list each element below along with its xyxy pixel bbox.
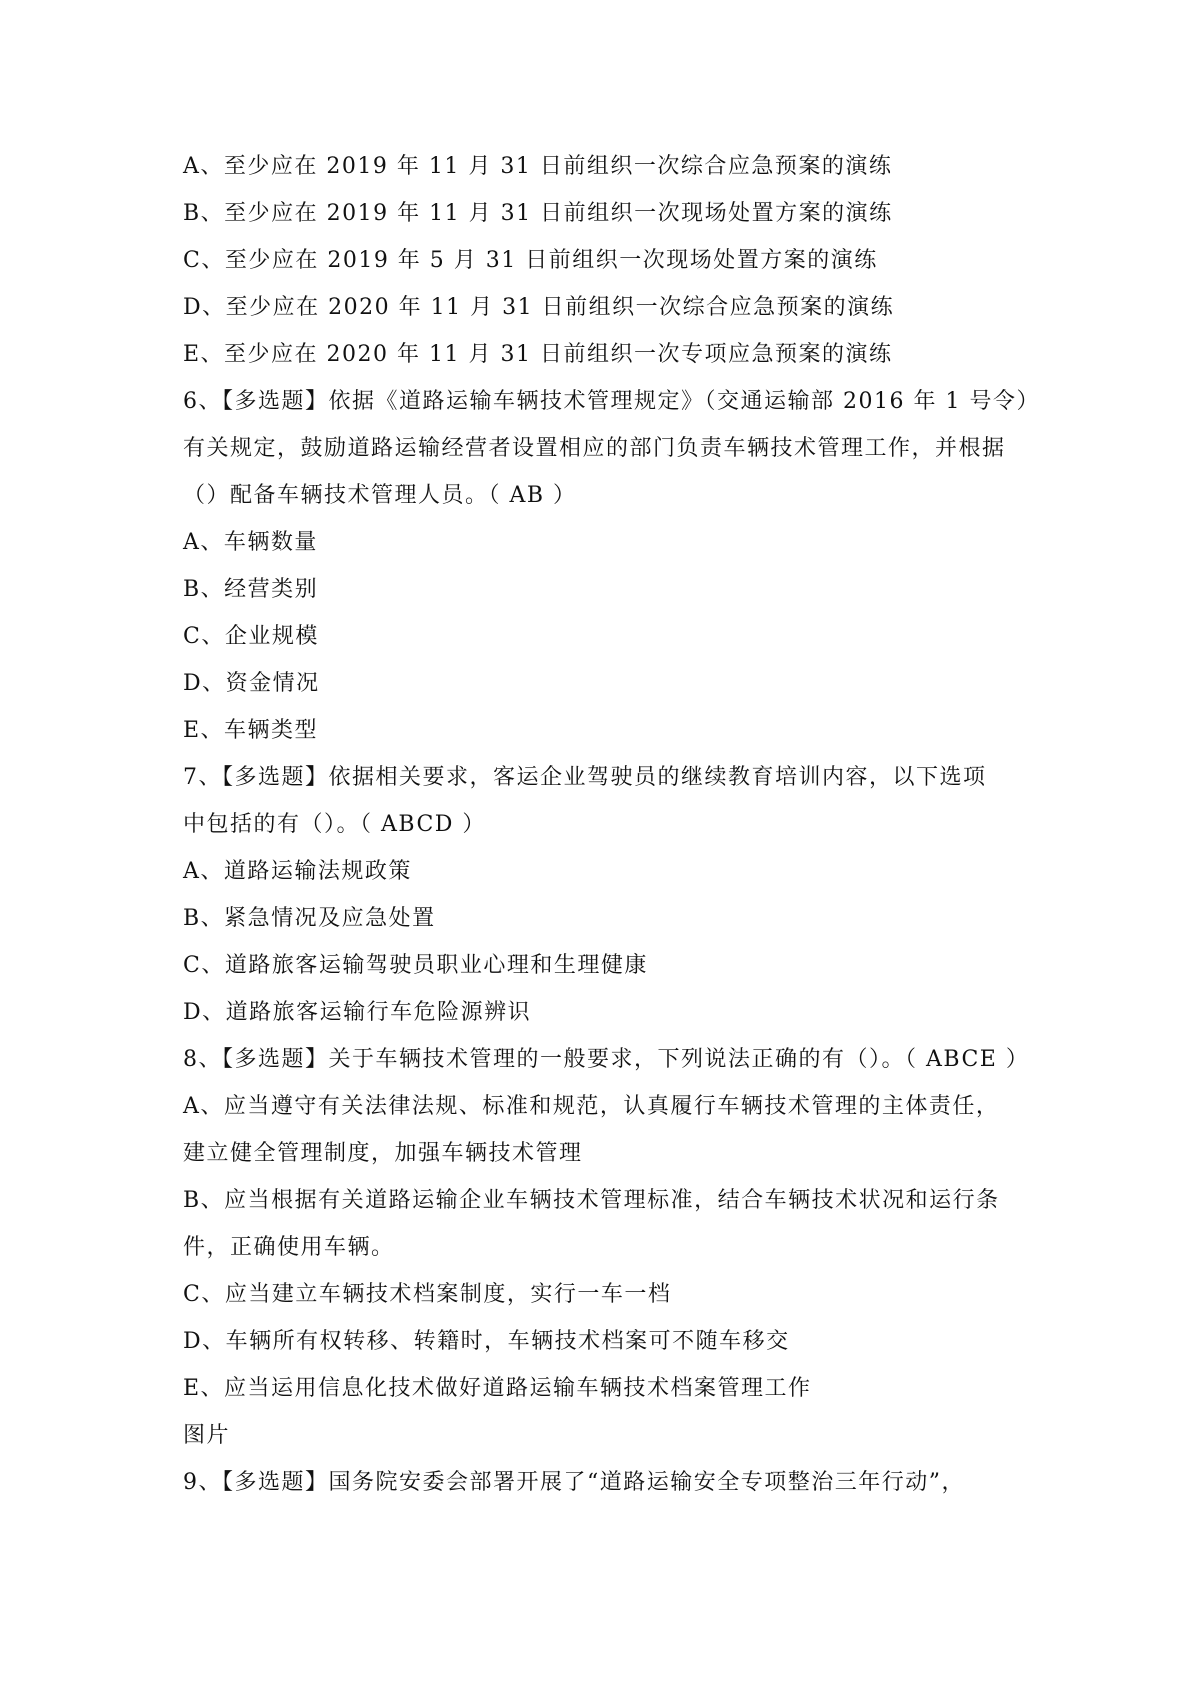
option-text: B、应当根据有关道路运输企业车辆技术管理标准，结合车辆技术状况和运行条 [183,1188,1000,1213]
question-text: 7、【多选题】依据相关要求，客运企业驾驶员的继续教育培训内容，以下选项 [183,765,987,790]
question-text: 9、【多选题】国务院安委会部署开展了“道路运输安全专项整治三年行动”， [183,1470,965,1495]
option-text: E、至少应在 2020 年 11 月 31 日前组织一次专项应急预案的演练 [183,342,893,367]
option-text: D、道路旅客运输行车危险源辨识 [183,1000,532,1025]
question-text: 8、【多选题】关于车辆技术管理的一般要求，下列说法正确的有（）。（ ABCE ） [183,1047,1030,1072]
question-text: 有关规定，鼓励道路运输经营者设置相应的部门负责车辆技术管理工作，并根据 [183,436,1006,461]
option-text: B、紧急情况及应急处置 [183,906,436,931]
option-text: E、应当运用信息化技术做好道路运输车辆技术档案管理工作 [183,1376,812,1401]
option-text: B、经营类别 [183,577,319,602]
option-text: D、至少应在 2020 年 11 月 31 日前组织一次综合应急预案的演练 [183,295,895,320]
option-text: A、道路运输法规政策 [183,859,412,884]
option-text: A、应当遵守有关法律法规、标准和规范，认真履行车辆技术管理的主体责任， [183,1094,1000,1119]
option-text: C、企业规模 [183,624,319,649]
option-text: D、资金情况 [183,671,320,696]
question-text: 6、【多选题】依据《道路运输车辆技术管理规定》（交通运输部 2016 年 1 号令） [183,389,1040,414]
option-text: 件，正确使用车辆。 [183,1235,395,1260]
question-text: 中包括的有（）。（ ABCD ） [183,812,486,837]
option-text: 建立健全管理制度，加强车辆技术管理 [183,1141,583,1166]
option-text: D、车辆所有权转移、转籍时，车辆技术档案可不随车移交 [183,1329,790,1354]
question-text: （）配备车辆技术管理人员。（ AB ） [183,483,577,508]
option-text: B、至少应在 2019 年 11 月 31 日前组织一次现场处置方案的演练 [183,201,893,226]
image-caption: 图片 [183,1423,231,1448]
option-text: C、道路旅客运输驾驶员职业心理和生理健康 [183,953,648,978]
option-text: C、应当建立车辆技术档案制度，实行一车一档 [183,1282,672,1307]
option-text: C、至少应在 2019 年 5 月 31 日前组织一次现场处置方案的演练 [183,248,878,273]
option-text: A、车辆数量 [183,530,318,555]
option-text: E、车辆类型 [183,718,319,743]
option-text: A、至少应在 2019 年 11 月 31 日前组织一次综合应急预案的演练 [183,154,893,179]
